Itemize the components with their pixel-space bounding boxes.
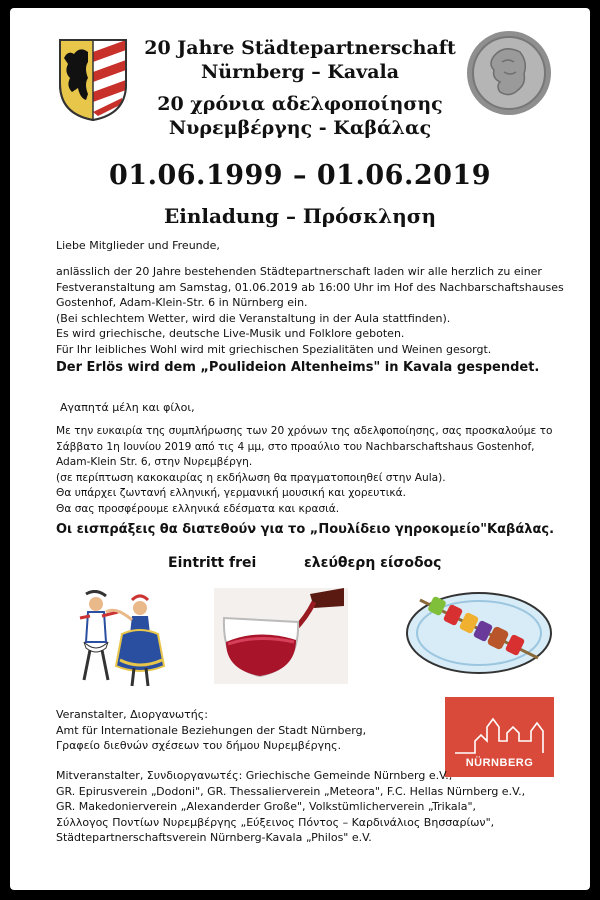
date-range: 01.06.1999 – 01.06.2019 [109,160,491,191]
german-body [56,264,564,357]
coat-of-arms-icon [58,38,128,122]
co-organizers-block [56,768,525,846]
entry-free-german: Eintritt frei [168,555,257,571]
co-organizer-line: Mitveranstalter, Συνδιοργανωτές: Griechische Gemeinde Nürnberg e.V., [56,769,453,782]
german-greeting: Liebe Mitglieder und Freunde, [56,239,220,252]
co-organizer-line: Σύλλογος Ποντίων Νυρεμβέργης „Εύξεινος Πόντος – Καρδινάλιος Βησσαρίων", [56,815,495,829]
german-line: (Bei schlechtem Wetter, wird die Veranstaltung in der Aula stattfinden). [56,311,451,325]
german-line: Gostenhof, Adam-Klein-Str. 6 in Nürnberg ein. [56,296,308,309]
nuernberg-logo [445,697,554,777]
greek-greeting: Αγαπητά μέλη και φίλοι, [60,401,195,414]
co-organizer-line: GR. Epirusverein „Dodoni", GR. Thessalierverein „Meteora", F.C. Hellas Nürnberg e.V., [56,784,526,798]
organizer-line2: Γραφείο διεθνών σχέσεων του δήμου Νυρεμβέργης. [56,739,342,752]
co-organizer-line: Städtepartnerschaftsverein Nürnberg-Kavala „Philos" e.V. [56,831,372,844]
title-gr-line2: Νυρεμβέργης - Καβάλας [168,117,432,139]
organizer-line1: Amt für Internationale Beziehungen der Stadt Nürnberg, [56,723,367,737]
greek-line: (σε περίπτωση κακοκαιρίας η εκδήλωση θα πραγματοποιηθεί στην Aula). [56,471,446,484]
greek-line: Σάββατο 1η Ιουνίου 2019 από τις 4 μμ, στο προαύλιο του Nachbarschaftshaus Gostenhof, [56,440,535,453]
dancers-icon [66,590,172,692]
nuernberg-logo-text: NÜRNBERG [465,757,534,769]
entry-free-greek: ελεύθερη είσοδος [304,555,442,571]
title-de-line1: 20 Jahre Städtepartnerschaft [144,37,456,59]
organizer-label: Veranstalter, Διοργανωτής: [56,708,208,721]
organizer-block [56,707,366,754]
greek-line: Θα σας προσφέρουμε ελληνικά εδέσματα και κρασιά. [56,502,340,515]
invitation-heading: Einladung – Πρόσκληση [163,204,437,228]
title-german [130,36,470,84]
greek-donation: Οι εισπράξεις θα διατεθούν για το „Πουλίδειο γηροκομείο"Καβάλας. [56,522,555,537]
coin-icon [464,28,554,118]
greek-line: Adam-Klein Str. 6, στην Νυρεμβέργη. [56,456,253,468]
title-greek [130,92,470,140]
german-line: Festveranstaltung am Samstag, 01.06.2019 ab 16:00 Uhr im Hof des Nachbarschaftshauses [56,280,564,294]
souvlaki-icon [404,588,554,678]
title-de-line2: Nürnberg – Kavala [200,61,400,83]
german-line: Für Ihr leibliches Wohl wird mit griechischen Spezialitäten und Weinen gesorgt. [56,342,492,356]
co-organizer-line: GR. Makedonierverein „Alexanderder Große", Volkstümlicherverein „Trikala", [56,800,477,813]
greek-line: Με την ευκαιρία της συμπλήρωσης των 20 χρόνων της αδελφοποίησης, σας προσκαλούμε το [56,425,553,437]
greek-line: Θα υπάρχει ζωντανή ελληνική, γερμανική μουσική και χορευτικά. [56,487,406,499]
german-line: anlässlich der 20 Jahre bestehenden Städtepartnerschaft laden wir alle herzlich zu einer [56,265,542,278]
greek-body [56,424,556,517]
german-line: Es wird griechische, deutsche Live-Musik und Folklore geboten. [56,327,405,340]
german-donation: Der Erlös wird dem „Poulideion Altenheims" in Kavala gespendet. [56,360,540,375]
wine-glass-icon [214,588,348,684]
title-gr-line1: 20 χρόνια αδελφοποίησης [157,93,443,115]
